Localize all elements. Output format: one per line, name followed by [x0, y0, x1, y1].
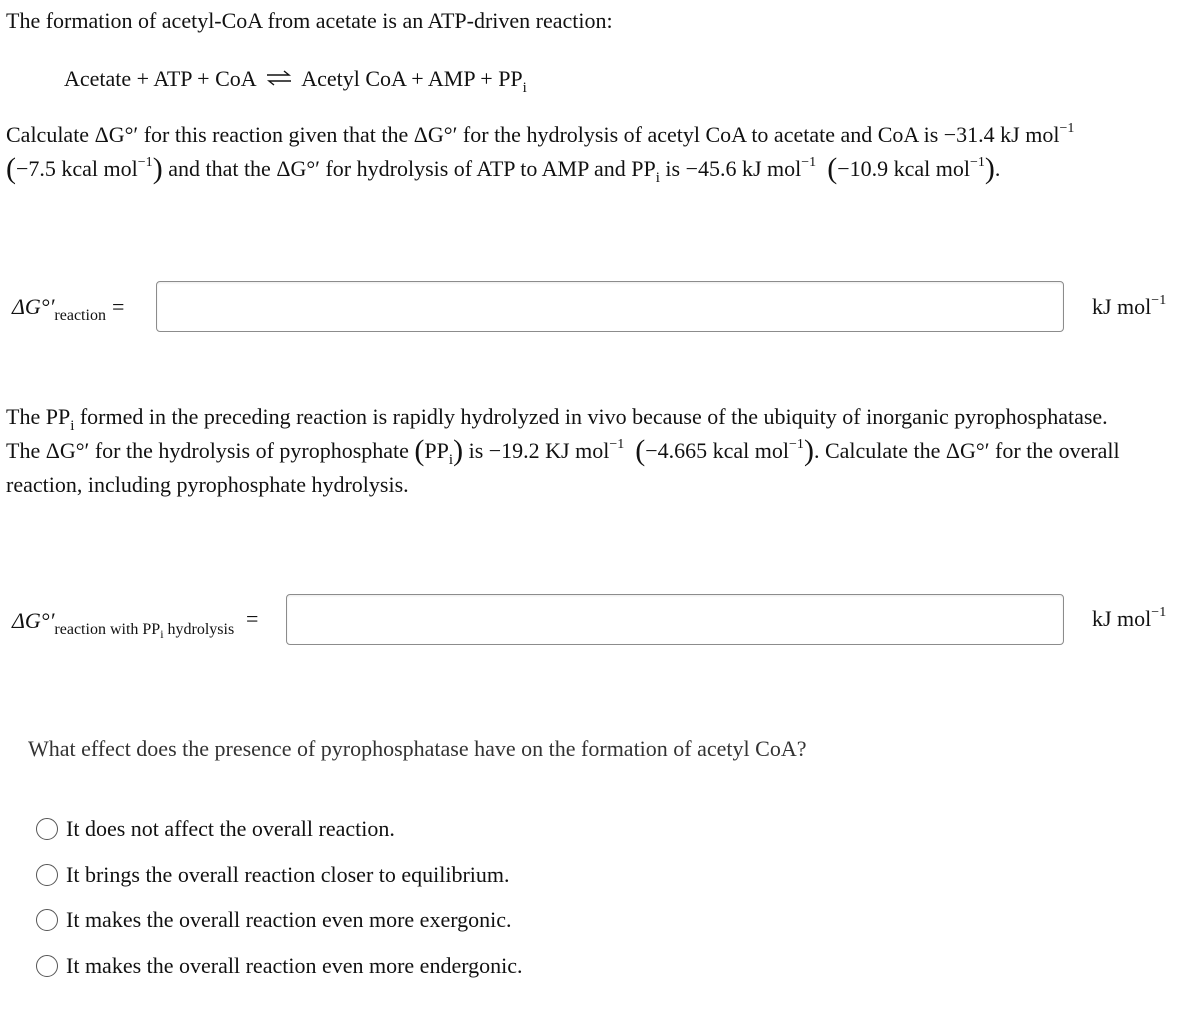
q1-paren-open-2: (	[827, 152, 838, 185]
q2-text-e: is −19.2 KJ mol	[463, 438, 610, 463]
answer1-delta-g: ΔG°′	[12, 294, 55, 319]
q1-exp-2: −1	[137, 155, 153, 170]
q2-sub-2: i	[448, 452, 454, 468]
question1-line1	[6, 118, 1074, 152]
radio-button[interactable]	[36, 818, 58, 840]
q2-exp-1: −1	[609, 437, 625, 452]
q1-exp-1: −1	[1059, 121, 1075, 136]
answer2-label-subscript	[54, 621, 235, 641]
q2-delta-g: ΔG°′	[45, 438, 90, 463]
equation-reactants: Acetate + ATP + CoA	[64, 66, 256, 91]
answer2-delta-g: ΔG°′	[12, 608, 55, 633]
option-no-effect[interactable]	[36, 812, 395, 846]
q1-delta-g-2: ΔG°′	[413, 122, 458, 147]
q2-text-d: for the hydrolysis of pyrophosphate	[89, 438, 415, 463]
q2-kcal: −4.665 kcal mol	[645, 438, 790, 463]
q2-delta-g-2: ΔG°′	[945, 438, 990, 463]
radio-button[interactable]	[36, 864, 58, 886]
q1-kcal-2: −10.9 kcal mol	[837, 156, 970, 181]
q1-exp-4: −1	[969, 155, 985, 170]
option-closer-equilibrium[interactable]	[36, 858, 510, 892]
q1-text-e: for hydrolysis of ATP to AMP and PP	[319, 156, 656, 181]
answer1-label	[12, 290, 106, 324]
answer2-unit-text: kJ mol	[1092, 606, 1152, 631]
q2-paren-open-2: (	[635, 434, 646, 467]
q2-text-b: formed in the preceding reaction is rapidly hydrolyzed in vivo because of the ubiquity of inorganic pyrophosphatase.	[74, 404, 1108, 429]
answer1-unit-text: kJ mol	[1092, 294, 1152, 319]
option-more-endergonic[interactable]	[36, 949, 523, 983]
q2-paren-open: (	[414, 434, 425, 467]
answer1-input[interactable]	[156, 281, 1064, 332]
q2-text-a: The PP	[6, 404, 71, 429]
question2-line1	[6, 400, 1108, 434]
q1-text-c: for the hydrolysis of acetyl CoA to acetate and CoA is −31.4 kJ mol	[457, 122, 1060, 147]
q1-text-f: is −45.6 kJ mol	[659, 156, 802, 181]
equilibrium-arrows-icon	[265, 68, 293, 88]
option-label: It makes the overall reaction even more exergonic.	[66, 907, 512, 932]
q1-text-a: Calculate	[6, 122, 95, 147]
q1-paren-close: )	[152, 152, 163, 185]
equation-products: Acetyl CoA + AMP + PP	[301, 66, 523, 91]
radio-button[interactable]	[36, 909, 58, 931]
q1-period: .	[994, 156, 1001, 181]
q1-exp-3: −1	[801, 155, 817, 170]
q2-exp-2: −1	[789, 437, 804, 452]
question1-line2	[6, 152, 1000, 186]
q1-text-b: for this reaction given that the	[138, 122, 414, 147]
q1-paren-close-2: )	[984, 152, 995, 185]
answer2-sub-b: hydrolysis	[163, 621, 235, 638]
answer2-input[interactable]	[286, 594, 1064, 645]
answer1-equals: =	[112, 294, 125, 319]
option-label: It makes the overall reaction even more endergonic.	[66, 953, 523, 978]
option-label: It does not affect the overall reaction.	[66, 816, 395, 841]
answer1-unit	[1092, 290, 1166, 324]
answer2-sub-a: reaction with PP	[54, 621, 161, 638]
answer1-unit-exp: −1	[1151, 293, 1167, 308]
q2-paren-close: )	[453, 434, 464, 467]
question2-line3: reaction, including pyrophosphate hydrolysis.	[6, 472, 409, 497]
q1-delta-g-3: ΔG°′	[276, 156, 320, 181]
q1-pp-sub: i	[655, 170, 660, 186]
q2-sub-1: i	[70, 418, 75, 434]
answer2-equals: =	[246, 606, 259, 631]
q2-text-c: The	[6, 438, 46, 463]
answer2-unit	[1092, 602, 1166, 636]
answer2-label	[12, 604, 235, 641]
option-more-exergonic[interactable]	[36, 903, 512, 937]
q2-text-f: . Calculate the	[813, 438, 946, 463]
q1-kcal-1: −7.5 kcal mol	[16, 156, 138, 181]
q1-paren-open: (	[6, 152, 16, 185]
radio-button[interactable]	[36, 955, 58, 977]
q2-text-g: for the overall	[989, 438, 1120, 463]
q1-text-d: and that the	[162, 156, 277, 181]
answer2-unit-exp: −1	[1151, 605, 1167, 620]
option-label: It brings the overall reaction closer to equilibrium.	[66, 862, 510, 887]
intro-text: The formation of acetyl-CoA from acetate is an ATP-driven reaction:	[6, 8, 613, 33]
question3-text: What effect does the presence of pyrophosphatase have on the formation of acetyl CoA?	[28, 736, 807, 761]
q2-pp: PP	[424, 438, 449, 463]
q1-delta-g: ΔG°′	[94, 122, 139, 147]
equation-products-subscript: i	[522, 80, 527, 96]
q2-paren-close-2: )	[803, 434, 814, 467]
reaction-equation	[64, 62, 527, 96]
answer2-sub-i: i	[160, 627, 164, 641]
question2-line2	[6, 434, 1120, 468]
answer1-label-subscript: reaction	[54, 307, 106, 324]
